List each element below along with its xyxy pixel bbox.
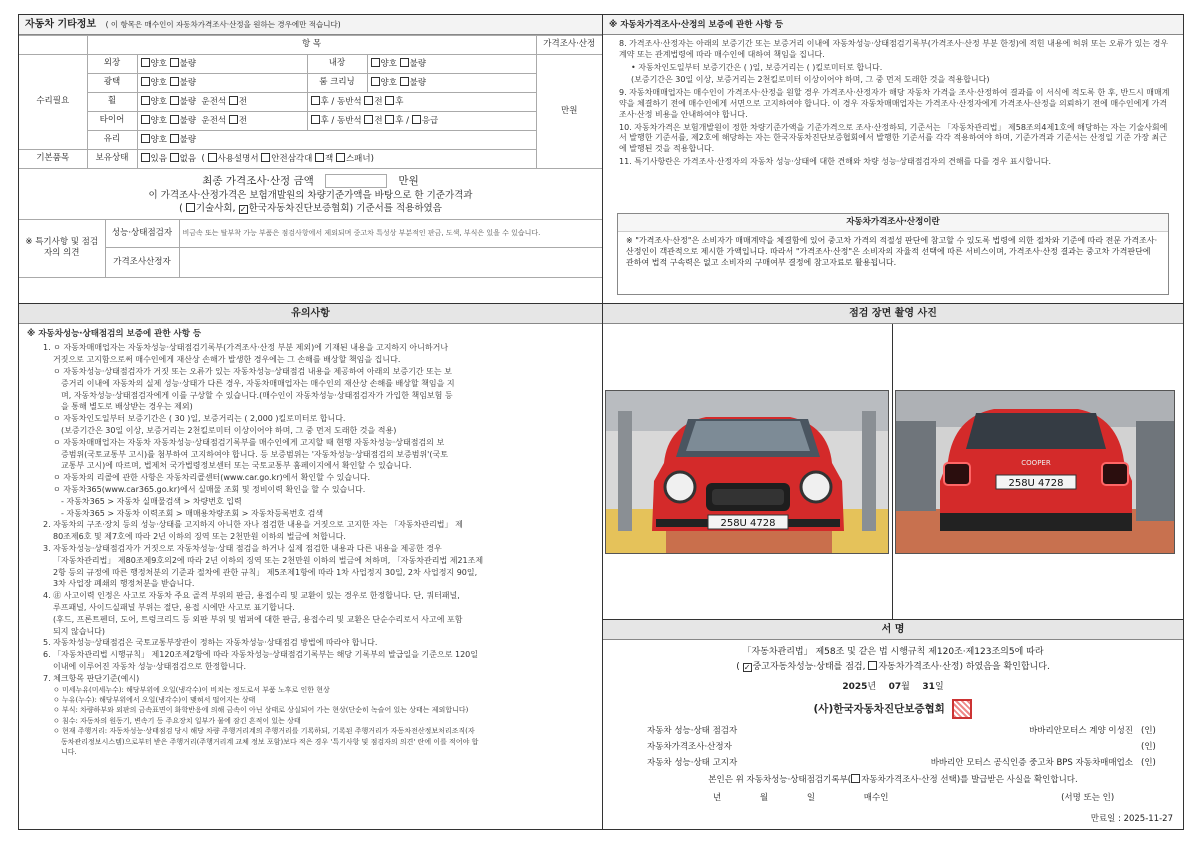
photos-title: 점검 장면 촬영 사진: [603, 304, 1183, 324]
bad-checkbox[interactable]: [170, 115, 179, 124]
notice-line: 3. 자동차성능·상태점검자가 거짓으로 자동차성능·상태 점검을 하거나 실제 점검한 내용과 다른 내용을 제공한 경우: [43, 544, 442, 554]
notice-line: - 자동차365 > 자동차 이력조회 > 매매용차량조회 > 자동차등록번호 검색: [61, 508, 324, 518]
room-cleaning-options: 양호 불량: [367, 74, 536, 93]
price-guarantee-title: ※ 자동차가격조사·산정의 보증에 관한 사항 등: [603, 15, 1183, 35]
notice-line: 거짓으로 고지함으로써 매수인에게 재산상 손해가 발생한 경우에는 그 손해를 배상할 책임을 집니다.: [53, 355, 401, 365]
price-guarantee-item: 11. 특기사항란은 가격조사·산정자의 자동차 성능·상태에 대한 견해와 차량 성능·상태점검자의 견해를 다를 경우 표시합니다.: [619, 156, 1052, 166]
rear-checkbox[interactable]: [385, 115, 394, 124]
notice-line: - 자동차365 > 자동차 실매물검색 > 차량번호 입력: [61, 496, 242, 506]
inspection-record-page: [18, 14, 1184, 830]
possession-options: 있음 없음 ( 사용설명서 안전삼각대 잭 스패너): [137, 150, 536, 169]
final-price-field[interactable]: [325, 174, 387, 188]
perf-inspector-note: 비금속 또는 탈부착 가능 부품은 점검사항에서 제외되며 중고차 특성상 부분적인 판금, 도색, 부식은 있을 수 있습니다.: [179, 219, 602, 247]
notice-line: 「자동차관리법」 제80조제9호의2에 따라 2년 이하의 징역 또는 2천만원 이하의 벌금에 처하며, 「자동차관리법 제21조제: [53, 555, 484, 565]
perf-inspector-label: 성능·상태점검자: [105, 219, 179, 247]
front-checkbox[interactable]: [364, 115, 373, 124]
good-checkbox[interactable]: [371, 58, 380, 67]
rear-license-plate: 258U 4728: [1008, 478, 1064, 489]
other-info-title: 자동차 기타정보: [25, 19, 97, 30]
notes-group-label: ※ 특기사항 및 점검자의 의견: [19, 219, 105, 277]
other-info-header: [19, 15, 602, 35]
buyer-line: 년 월 일 매수인 (서명 또는 인): [713, 792, 1115, 803]
price-guarantee-item: • 자동차인도일부터 보증기간은 ( )일, 보증거리는 ( )킬로미터로 합니다.: [631, 62, 883, 72]
association-name: (사)한국자동차진단보증협회: [603, 693, 1183, 719]
notice-title: 유의사항: [19, 304, 602, 324]
tech-society-checkbox[interactable]: [186, 203, 195, 212]
signature-line-1: 「자동차관리법」 제58조 및 같은 법 시행규칙 제120조·제123조의5에 따라: [742, 647, 1044, 657]
row-gloss: 광택: [87, 74, 137, 93]
price-guarantee-item: 9. 자동차매매업자는 매수인이 가격조사·산정을 원할 경우 가격조사·산정자가 해당 자동차 가격을 조사·산정하여 결과를 이 서식에 적도록 한 후, 반드시 매매계약을 체결하기 전에 매수인에게 서면으로 고지하여야 합니다. 이 경우 자동차매매업자는 가격조사·산정자에게 가격조사·산정을 의뢰하기 전에 매수인에게 가격조사·산정 비용을 안내하여야 합니다.: [619, 88, 1170, 119]
front-checkbox[interactable]: [229, 96, 238, 105]
price-guarantee-item: 10. 자동차가격은 보험개발원이 정한 차량기준가액을 기준가격으로 조사·산정하되, 기준서는 「자동차관리법」 제58조의4제1호에 해당하는 자는 기술사회에서 발행한 기준서를, 제2호에 해당하는 자는 한국자동차진단보증협회에서 발행한 기준서를 각각 적용하여야 하며, 기준가격과 기준서는 산정일 기준 가장 최근에 발행된 것을 적용합니다.: [619, 122, 1168, 154]
jack-checkbox[interactable]: [315, 153, 324, 162]
gloss-options: 양호 불량: [137, 74, 307, 93]
notice-line: 4. ㊟ 사고이력 인정은 사고로 자동차 주요 골격 부위의 판금, 용접수리 및 교환이 있는 경우로 한정합니다. 단, 쿼터패널,: [43, 591, 460, 601]
good-checkbox[interactable]: [141, 96, 150, 105]
good-checkbox[interactable]: [141, 134, 150, 143]
notice-line: 니다.: [61, 748, 77, 757]
bad-checkbox[interactable]: [170, 134, 179, 143]
notice-line: 2항 등의 규정에 따른 행정처분의 기준과 절차에 관한 규칙」 제5조제1항에 따라 1차 사업정지 30일, 2차 사업정지 90일,: [53, 567, 478, 577]
notice-line: 증거리 이내에 자동차의 실제 성능·상태가 다른 경우, 자동차매매업자는 매수인의 재산상 손해를 배상할 책임을 지: [61, 378, 455, 388]
notice-line: 동차관리정보시스템)으로부터 받은 주행거리(주행거리계 교체 정보 포함)보다 적은 경우 '특기사항 및 점검자의 의견' 란에 이를 적어야 합: [61, 737, 479, 746]
rear-checkbox[interactable]: [385, 96, 394, 105]
basic-group-label: 기본품목: [19, 150, 87, 169]
front-photo: [605, 390, 889, 554]
wheel-options-2: 후 / 동반석 전 후: [307, 93, 536, 112]
bad-checkbox[interactable]: [170, 96, 179, 105]
rear-passenger-checkbox[interactable]: [311, 115, 320, 124]
notice-line: (보증기간은 30일 이상, 보증거리는 2천킬로미터 이상이어야 하며, 그 중 먼저 도래한 것을 적용): [61, 426, 397, 436]
tire-options-2: 후 / 동반석 전 후 / 응급: [307, 112, 536, 131]
notice-line: ㅇ 현재 주행거리: 자동차성능·상태점검 당시 해당 차량 주행거리계의 주행거리를 기록하되, 기록된 주행거리가 자동차전산정보처리조직(자: [53, 727, 475, 736]
price-guarantee-section: [603, 15, 1183, 304]
bad-checkbox[interactable]: [400, 58, 409, 67]
other-info-section: [19, 15, 602, 304]
good-checkbox[interactable]: [141, 58, 150, 67]
signature-row-label: 자동차가격조사·산정자: [647, 741, 732, 752]
price-definition-box: [617, 213, 1169, 295]
final-price-label: 최종 가격조사·산정 금액: [202, 175, 314, 187]
manual-checkbox[interactable]: [208, 153, 217, 162]
good-checkbox[interactable]: [371, 77, 380, 86]
notice-line: 며, 자동차성능·상태점검자에게 이를 구상할 수 있습니다.(매수인이 자동차성능·상태점검자가 가입한 책임보험 등: [61, 390, 453, 400]
notice-line: 6. 「자동차관리법 시행규칙」 제120조제2항에 따라 자동차성능·상태점검기록부는 해당 기록부의 발급일을 기준으로 120일: [43, 650, 478, 660]
right-column: [603, 15, 1183, 829]
left-column: [19, 15, 603, 829]
signature-row: [647, 723, 1165, 739]
notice-line: 2. 자동차의 구조·장치 등의 성능·상태를 고지하지 아니한 자나 점검한 내용을 거짓으로 고지한 자는 「자동차관리법」 제: [43, 520, 463, 530]
car-rear-illustration: [896, 391, 1175, 554]
photos-section: [603, 304, 1183, 620]
signature-row-label: 자동차 성능·상태 점검자: [647, 725, 738, 736]
other-info-subtitle: ( 이 항목은 매수인이 자동차가격조사·산정을 원하는 경우에만 적습니다): [105, 20, 341, 29]
spanner-checkbox[interactable]: [336, 153, 345, 162]
row-interior: 내장: [307, 55, 367, 74]
glass-options: 양호 불량: [137, 131, 536, 150]
receipt-line: 본인은 위 자동차성능·상태점검기록부( 자동차가격조사·산정 선택)를 발급받은 사실을 확인합니다.: [708, 775, 1078, 786]
notice-line: 교통부 고시)에 따르며, 법제처 국가법령정보센터 또는 국토교통부 홈페이지에서 확인할 수 있습니다.: [61, 461, 412, 471]
row-glass: 유리: [87, 131, 137, 150]
notice-line: ㅇ 자동차성능·상태점검자가 거짓 또는 오류가 있는 자동차성능·상태점검 내용을 제공하여 아래의 보증기간 또는 보: [53, 367, 452, 377]
notice-line: ㅇ 자동차365(www.car365.go.kr)에서 실매물 조회 및 정비이력 확인을 할 수 있습니다.: [53, 485, 366, 495]
rear-photo: [895, 390, 1175, 554]
bad-checkbox[interactable]: [170, 77, 179, 86]
signature-row-mark[interactable]: (인): [1141, 725, 1156, 736]
association-checkbox-checked[interactable]: ✓: [239, 204, 247, 214]
front-checkbox[interactable]: [364, 96, 373, 105]
signature-title: 서 명: [603, 620, 1183, 640]
row-exterior: 외장: [87, 55, 137, 74]
notice-lines: [27, 343, 594, 757]
has-checkbox[interactable]: [141, 153, 150, 162]
basis-line-1: 이 가격조사·산정가격은 보험개발원의 차량기준가액을 바탕으로 한 기준가격과: [148, 190, 473, 202]
row-room-cleaning: 룸 크리닝: [307, 74, 367, 93]
price-inspector-note[interactable]: [179, 247, 602, 277]
notes-table: [19, 219, 602, 278]
col-price-header: 가격조사·산정: [536, 36, 602, 55]
final-price-row: [19, 169, 602, 190]
notice-line: ㅇ 자동차인도일부터 보증기간은 ( 30 )일, 보증거리는 ( 2,000 )킬로미터로 합니다.: [53, 414, 346, 424]
notice-line: 5. 자동차성능·상태점검은 국토교통부장관이 정하는 자동차성능·상태점검 방법에 따라야 합니다.: [43, 638, 378, 648]
car-front-illustration: [606, 391, 889, 554]
rear-badge: COOPER: [1021, 459, 1051, 467]
notice-line: ㅇ 자동차의 리콜에 관한 사항은 자동차리콜센터(www.car.go.kr)에서 확인할 수 있습니다.: [53, 473, 371, 483]
rear-passenger-checkbox[interactable]: [311, 96, 320, 105]
good-checkbox[interactable]: [141, 115, 150, 124]
price-guarantee-item: 8. 가격조사·산정자는 아래의 보증기간 또는 보증거리 이내에 자동차성능·상태점검기록부(가격조사·산정 부분 한정)에 적힌 내용에 허위 또는 오류가 있는 경우 계약 또는 관계법령에 따라 매수인에 대하여 책임을 집니다.: [619, 39, 1169, 59]
signature-row-label: 자동차 성능·상태 고지자: [647, 757, 738, 768]
row-possession: 보유상태: [87, 150, 137, 169]
price-unit: 만원: [536, 55, 602, 169]
notice-line: 3차 사업장 폐쇄의 행정처분을 받습니다.: [53, 579, 195, 589]
triangle-checkbox[interactable]: [261, 153, 270, 162]
notice-line: 이내에 이루어진 자동차 성능·상태점검으로 한정합니다.: [53, 661, 246, 671]
notice-line: ㅇ 누유(누수): 해당부위에서 오일(냉각수)이 맺혀서 떨어지는 상태: [53, 696, 256, 705]
notice-subtitle: ※ 자동차성능·상태점검의 보증에 관한 사항 등: [27, 329, 202, 339]
notice-line: 1. ㅇ 자동차매매업자는 자동차성능·상태점검기록부(가격조사·산정 부분 제외)에 기재된 내용을 고지하지 아니하거나: [43, 343, 449, 353]
notice-line: (후드, 프론트펜더, 도어, 트렁크리드 등 외판 부위 및 범퍼에 대한 판금, 용접수리 및 교환은 단순수리로서 사고에 포함: [53, 614, 463, 624]
notice-line: 7. 체크항목 판단기준(예시): [43, 673, 140, 683]
notice-body: [19, 324, 602, 763]
bad-checkbox[interactable]: [400, 77, 409, 86]
price-definition-title: 자동차가격조사·산정이란: [618, 214, 1168, 232]
basis-line-2: ( 기술사회, ✓ 한국자동차진단보증협회) 기준서를 적용하였음: [179, 202, 442, 214]
notice-line: ㅇ 부식: 차량하부와 외판의 금속표면이 화학반응에 의해 금속이 아닌 상태로 상실되어 가는 현상(단순히 녹슬어 있는 상태는 제외합니다): [53, 706, 469, 715]
signature-section: [603, 620, 1183, 829]
notice-line: ㅇ 침수: 자동차의 원동기, 변속기 등 주요장치 일부가 물에 잠긴 흔적이 있는 상태: [53, 716, 301, 725]
receipt-price-checkbox[interactable]: [851, 774, 860, 783]
front-license-plate: 258U 4728: [720, 518, 776, 529]
notice-line: 되지 않습니다): [53, 626, 106, 636]
bad-checkbox[interactable]: [170, 58, 179, 67]
emergency-checkbox[interactable]: [412, 115, 421, 124]
interior-options: 양호 불량: [367, 55, 536, 74]
buyer-label: 매수인: [863, 792, 889, 803]
front-checkbox[interactable]: [229, 115, 238, 124]
other-info-table: [19, 35, 602, 169]
row-tire: 타이어: [87, 112, 137, 131]
signature-row-mark[interactable]: (인): [1141, 757, 1156, 768]
wheel-options: 양호 불량 운전석 전: [137, 93, 307, 112]
notice-line: ㅇ 자동차매매업자는 자동차 자동차성능·상태점검기록부를 매수인에게 고지할 때 현행 자동차성능·상태점검의 보: [53, 437, 445, 447]
col-item-header: 항 목: [87, 36, 536, 55]
signature-rows: [603, 719, 1183, 771]
final-price-unit: 만원: [398, 175, 419, 187]
signature-row-value: 바바리안모터스 계양 이성진: [1029, 725, 1133, 736]
none-checkbox[interactable]: [170, 153, 179, 162]
buyer-sign-note: (서명 또는 인): [1061, 792, 1115, 803]
repair-group-label: 수리필요: [19, 55, 87, 150]
notice-line: 80조제6호 및 제7호에 따라 2년 이하의 징역 또는 2천만원 이하의 벌금에 처합니다.: [53, 532, 346, 542]
price-guarantee-item: (보증기간은 30일 이상, 보증거리는 2천킬로미터 이상이어야 하며, 그 중 먼저 도래한 것을 적용합니다): [631, 75, 990, 85]
row-wheel: 휠: [87, 93, 137, 112]
good-checkbox[interactable]: [141, 77, 150, 86]
expiry-date: 만료일 : 2025-11-27: [1090, 813, 1173, 824]
association-seal-icon: [952, 699, 972, 719]
inspection-checkbox-checked[interactable]: ✓: [743, 663, 751, 673]
signature-row-mark[interactable]: (인): [1141, 741, 1156, 752]
signature-row-value: 바바리안 모터스 공식인증 중고차 BPS 자동차매매업소: [930, 757, 1133, 768]
price-definition-text: ※ "가격조사·산정"은 소비자가 매매계약을 체결함에 있어 중고차 가격의 적절성 판단에 참고할 수 있도록 법령에 의한 절차와 기준에 따라 전문 가격조사·산정인이 객관적으로 제시한 가액입니다. 따라서 "가격조사·산정"은 소비자의 자율적 선택에 따른 서비스이며, 가격조사·산정 결과는 중고차 가격판단에 관하여 법적 구속력은 없고 소비자의 구매여부 결정에 참고자료로 활용됩니다.: [626, 236, 1158, 268]
notice-line: 을 통해 별도로 배상받는 경우는 제외): [61, 402, 193, 412]
price-inspector-label: 가격조사산정자: [105, 247, 179, 277]
price-checkbox[interactable]: [868, 661, 877, 670]
tire-options: 양호 불량 운전석 전: [137, 112, 307, 131]
notice-section: [19, 304, 602, 829]
signature-row: [647, 739, 1165, 755]
exterior-options: 양호 불량: [137, 55, 307, 74]
signature-date: 2025년 07월 31일: [842, 682, 944, 693]
notice-line: 증범위(국토교통부 고시)를 첨부하여 고지하여야 합니다. 등 보증범위는 '자동차성능·상태점검의 보증범위'(국토: [61, 449, 448, 459]
signature-line-2: ( ✓ 중고자동차성능·상태를 점검, 자동차가격조사·산정) 하였음을 확인합니다.: [736, 662, 1050, 673]
price-guarantee-items: [603, 35, 1183, 173]
signature-row: [647, 755, 1165, 771]
notice-line: 루프패널, 사이드실패널 부위는 절단, 용접 시에만 사고로 표기합니다.: [53, 603, 295, 612]
notice-line: ㅇ 미세누유(미세누수): 해당부위에 오일(냉각수)이 비치는 정도로서 부품 노후로 인한 현상: [53, 685, 330, 694]
